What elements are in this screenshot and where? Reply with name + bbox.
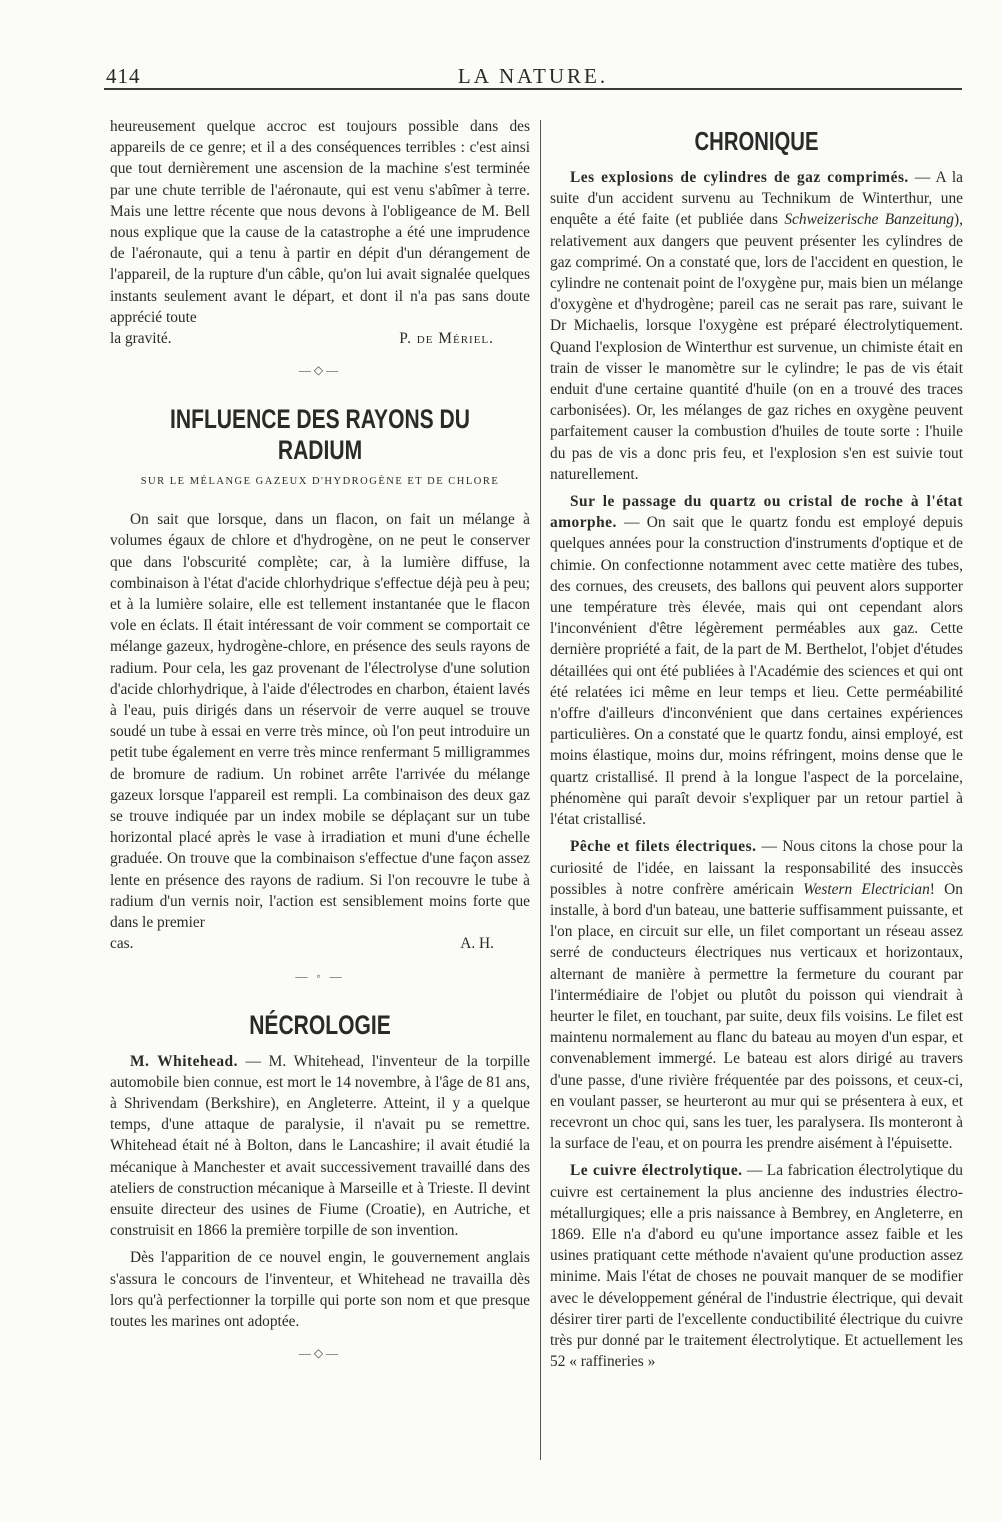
item-italic: Western Electrician	[803, 880, 930, 898]
item-heading: Sur le passage du quartz ou cristal de roche à l'état amorphe.	[550, 493, 963, 532]
chronique-title: CHRONIQUE	[694, 126, 819, 156]
item-text: ), relativement aux dangers que peuvent présenter les cylindres de gaz comprimé. On a constaté que, lors de l'accident en question, le cylindre ne contenait point de l'oxygène pur, mais bien un mélange d'oxygène et d'hydrogène; pareil cas ne serait pas rare, suivant le Dr Michaelis, lorsque l'oxygène est préparé électrolytiquement. Quand l'explosion de Winterthur est survenue, un chimiste était en train de visser le manomètre sur le cylindre; le pas de vis était enduit d'une certaine quantité d'huile (on en a trouvé des traces carbonisées). Or, les mélanges de gaz riches en oxygène peuvent parfaitement causer la combustion d'huiles de toute sorte : l'huile du pas de vis a donc pris feu, et l'explosion s'en est suivie tout naturellement.	[550, 211, 963, 483]
whitehead-paragraph	[110, 1051, 530, 1242]
ornament-divider: — ◦ —	[295, 968, 345, 983]
running-head	[104, 58, 962, 90]
ornament-divider: —◇—	[298, 363, 342, 378]
chronique-item	[550, 491, 963, 830]
item-heading: Le cuivre électrolytique.	[570, 1162, 743, 1180]
article-subtitle: SUR LE MÉLANGE GAZEUX D'HYDROGÈNE ET DE CHLORE	[140, 476, 500, 488]
journal-title: LA NATURE.	[457, 64, 609, 88]
ornament-divider: —◇—	[298, 1346, 342, 1361]
necrology-title: NÉCROLOGIE	[249, 1009, 391, 1040]
chronique-item	[550, 836, 963, 1154]
item-text: — On sait que le quartz fondu est employé depuis quelques années pour la construction d'instruments d'optique et de chimie. On confectionne notamment avec cette matière des tubes, des cornues, des creusets, des ballons qui peuvent alors supporter une température très élevée, mais qui ont cependant alors l'inconvénient d'être légèrement perméables aux gaz. Cette dernière propriété a fait, de la part de M. Berthelot, l'objet d'études détaillées qui ont été publiées à l'Académie des sciences et qui ont été relatées ici même en leur temps et lieu. Cette perméabilité n'offre d'ailleurs d'inconvénient que dans certaines expériences particulières. On a constaté que le quartz fondu, ainsi employé, est moins élastique, moins dur, moins réfringent, moins dense que le quartz cristallisé. Il prend à la longue l'aspect de la porcelaine, phénomène qui paraît devoir s'expliquer par un retour partiel à l'état cristallisé.	[550, 514, 963, 829]
item-italic: Schweizerische Banzeitung	[784, 211, 954, 229]
item-text: — La fabrication électrolytique du cuivre est certainement la plus ancienne des industries électro-métallurgiques; elle a pris naissance à Bembrey, en Angleterre, en 1869. Elle n'a d'abord eu qu'une importance assez faible et les usines pratiquant cette méthode n'avaient qu'une production assez minime. Mais l'état de choses ne pouvait manquer de se modifier avec le développement général de l'industrie électrique, qui devait désirer tirer parti de l'excellente conductibilité électrique du cuivre très pur donné par le traitement électrolytique. Et actuellement les 52 « raffineries »	[550, 1162, 963, 1371]
continued-paragraph: heureusement quelque accroc est toujours possible dans des appareils de ce genre; et il a des conséquences terribles : c'est ainsi que tout dernièrement une ascension de la machine s'est terminée par une chute terrible de l'aéronaute, qui est venu s'abîmer à terre. Mais une lettre récente que nous devons à l'obligeance de M. Bell nous explique que la cause de la catastrophe a été une imprudence de l'aéronaute, qui a tenu à partir en dépit d'un dérangement de l'appareil, de la rupture d'un câble, qu'on lui avait signalée quelques instants seulement avant le départ, et dont il n'a pas sans doute apprécié toute	[110, 118, 530, 326]
author-signature: P. de Mériel.	[399, 330, 494, 348]
signature-line	[110, 328, 530, 349]
item-text: — Nous citons la chose pour la curiosité de l'idée, en laissant la responsabilité des insuccès possibles à notre confrère américain	[550, 838, 963, 898]
item-heading: Les explosions de cylindres de gaz comprimés.	[570, 169, 909, 186]
whitehead-heading: M. Whitehead.	[130, 1052, 238, 1070]
signature-line	[110, 933, 530, 954]
chronique-item	[550, 1160, 963, 1372]
column-divider	[540, 120, 541, 1460]
article-title: INFLUENCE DES RAYONS DU RADIUM	[170, 404, 470, 466]
item-heading: Pêche et filets électriques.	[570, 838, 757, 856]
item-text: ! On installe, à bord d'un bateau, une batterie suffisamment puissante, et l'on place, en circuit sur elle, un filet comportant un réseau assez serré de conducteurs électriques nus verticaux et horizontaux, alternant de manière à permettre la fermeture du courant par l'intermédiaire de l'objet ou plutôt du poisson qui viendrait à heurter le filet, en touchant, par suite, deux fils voisins. Le filet est maintenu normalement au flanc du bateau au moyen d'un espar, et convenablement immergé. Le bateau est alors dirigé au travers d'une passe, d'une rivière fréquentée par des poissons, et ceux-ci, en voulant passer, se heurteront au mur qui se présentera à eux, et recevront un choc qui, sans les tuer, les paralysera. Ils monteront à la surface de l'eau, et on pourra les prendre aisément à l'épuisette.	[550, 880, 963, 1153]
chronique-item	[550, 167, 963, 485]
right-column	[550, 116, 963, 1372]
radium-paragraph-end: cas.	[110, 935, 134, 953]
whitehead-text: — M. Whitehead, l'inventeur de la torpille automobile bien connue, est mort le 14 novembre, à l'âge de 81 ans, à Shrivendam (Berkshire), en Angleterre. Atteint, il y a quelque temps, d'une attaque de paralysie, il n'avait pu se remettre. Whitehead était né à Bolton, dans le Lancashire; il avait étudié la mécanique à Manchester et avait successivement travaillé dans des ateliers de construction mécanique à Marseille et à Trieste. Il devint ensuite directeur des usines de Fiume (Croatie), en Autriche, et construisit en 1866 la première torpille de son invention.	[110, 1052, 530, 1240]
item-text: — A la suite d'un accident survenu au Technikum de Winterthur, une enquête a été faite (et publiée dans	[550, 169, 963, 229]
whitehead-paragraph-2: Dès l'apparition de ce nouvel engin, le gouvernement anglais s'assura le concours de l'inventeur, et Whitehead ne travailla dès lors qu'à perfectionner la torpille qui porte son nom et que presque toutes les marines ont adoptée.	[110, 1249, 530, 1330]
radium-paragraph: On sait que lorsque, dans un flacon, on fait un mélange à volumes égaux de chlore et d'hydrogène, on ne peut le conserver que dans l'obscurité complète; car, à la lumière diffuse, la combinaison à l'état d'acide chlorhydrique s'effectue déjà peu à peu; et à la lumière solaire, elle est tellement instantanée que le flacon vole en éclats. Il était intéressant de voir comment se comportait ce mélange gazeux, hydrogène-chlore, en présence des seuls rayons de radium. Pour cela, les gaz provenant de l'électrolyse d'une solution d'acide chlorhydrique, à l'aide d'électrodes en charbon, étaient lavés à l'eau, puis dirigés dans un réservoir de verre auquel se trouve soudé un tube à essai en verre très mince, où l'on peut introduire un petit tube également en verre très mince renfermant 5 milligrammes de bromure de radium. Un robinet arrête l'arrivée du mélange gazeux lorsque l'appareil est rempli. La combinaison des deux gaz se trouve indiquée par un index mobile se déplaçant sur un tube horizontal placé après le vase à irradiation et muni d'une échelle graduée. On trouve que la combinaison s'effectue d'une façon assez lente en présence des rayons de radium. Si l'on recouvre le tube à radium d'un vernis noir, l'action est sensiblement moins forte que dans le premier	[110, 511, 530, 932]
page-number: 414	[106, 64, 141, 88]
left-column	[110, 116, 530, 1375]
author-signature: A. H.	[460, 935, 494, 953]
continued-paragraph-end: la gravité.	[110, 330, 172, 348]
